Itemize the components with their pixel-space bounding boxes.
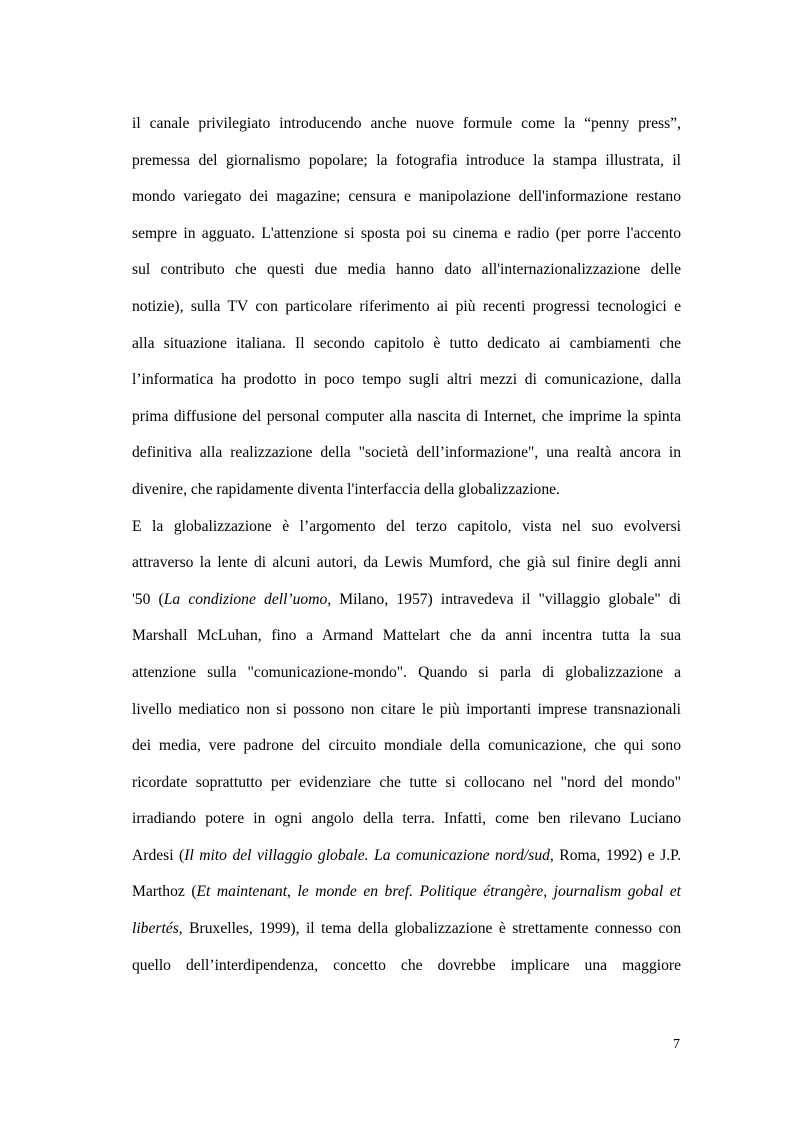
text-line: irradiando potere in ogni angolo della terra. Infatti, come ben rilevano Luciano [132,810,681,828]
text-line: alla situazione italiana. Il secondo capitolo è tutto dedicato ai cambiamenti che [132,334,681,352]
text-line: mondo variegato dei magazine; censura e manipolazione dell'informazione restano [132,188,681,206]
text-line: E la globalizzazione è l’argomento del terzo capitolo, vista nel suo evolversi [132,517,681,535]
text-line: premessa del giornalismo popolare; la fotografia introduce la stampa illustrata, il [132,151,681,169]
text-line: dei media, vere padrone del circuito mondiale della comunicazione, che qui sono [132,737,681,755]
body-text [132,106,681,984]
text-line: Marshall McLuhan, fino a Armand Mattelart che da anni incentra tutta la sua [132,627,681,645]
text-line: ricordate soprattutto per evidenziare che tutte si collocano nel "nord del mondo" [132,773,681,791]
text-line: '50 (La condizione dell’uomo, Milano, 1957) intravedeva il "villaggio globale" di [132,590,681,608]
text-line: definitiva alla realizzazione della "società dell’informazione", una realtà ancora in [132,444,681,462]
text-line: il canale privilegiato introducendo anche nuove formule come la “penny press”, [132,115,681,132]
text-line: Ardesi (Il mito del villaggio globale. La comunicazione nord/sud, Roma, 1992) e J.P. [132,846,681,864]
italic-title: La condizione dell’uomo, [163,590,332,608]
text-line: prima diffusione del personal computer alla nascita di Internet, che imprime la spinta [132,407,681,425]
text-line: Marthoz (Et maintenant, le monde en bref. Politique étrangère, journalism gobal et [132,883,681,901]
text-line: l’informatica ha prodotto in poco tempo sugli altri mezzi di comunicazione, dalla [132,371,681,389]
italic-title: Et maintenant, le monde en bref. Politique étrangère, journalism gobal et [196,883,681,901]
page-number: 7 [673,1037,680,1052]
text-line: sempre in agguato. L'attenzione si sposta poi su cinema e radio (per porre l'accento [132,224,681,242]
text-line: notizie), sulla TV con particolare riferimento ai più recenti progressi tecnologici e [132,297,681,315]
text-line: quello dell’interdipendenza, concetto che dovrebbe implicare una maggiore [132,956,681,974]
text-line: attraverso la lente di alcuni autori, da Lewis Mumford, che già sul finire degli anni [132,554,681,572]
text-line: attenzione sulla "comunicazione-mondo". Quando si parla di globalizzazione a [132,663,681,681]
text-line: libertés, Bruxelles, 1999), il tema della globalizzazione è strettamente connesso con [132,920,681,938]
text-line: sul contributo che questi due media hanno dato all'internazionalizzazione delle [132,261,681,279]
italic-title: libertés [132,920,179,938]
text-line: divenire, che rapidamente diventa l'interfaccia della globalizzazione. [132,480,560,498]
italic-title: Il mito del villaggio globale. La comunicazione nord/sud [184,846,550,864]
text-line: livello mediatico non si possono non citare le più importanti imprese transnazionali [132,700,681,718]
